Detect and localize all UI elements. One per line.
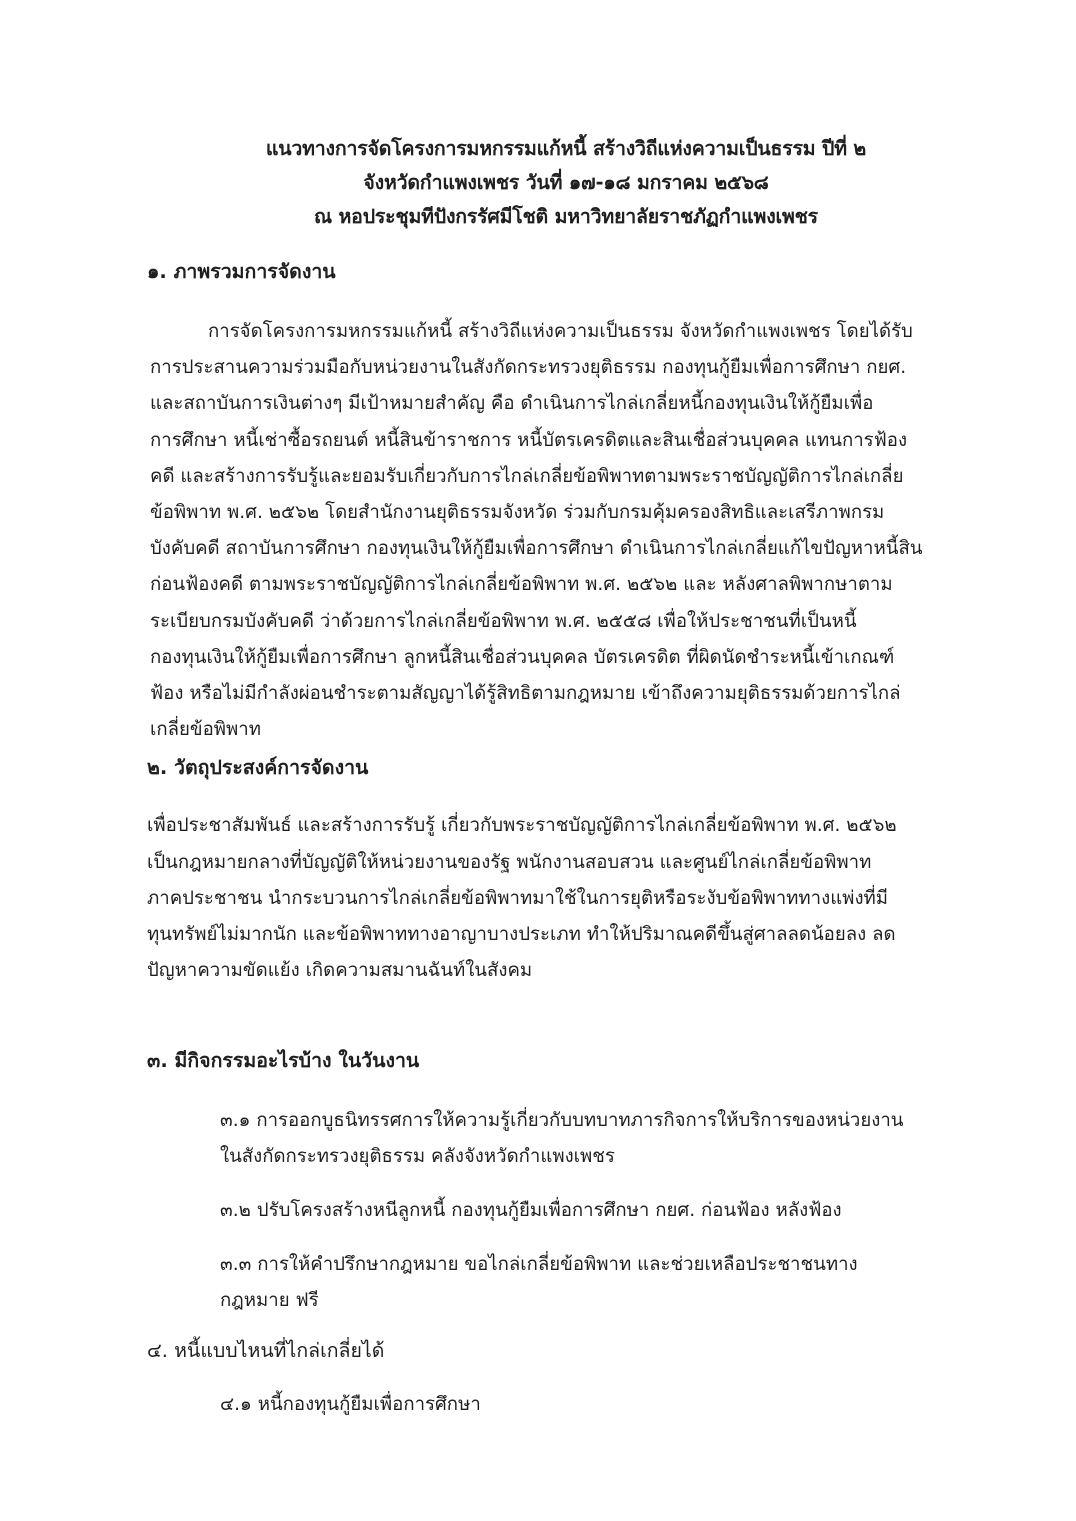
- activity-item-line: ๓.๒ ปรับโครงสร้างหนีลูกหนี้ กองทุนกู้ยืมเพื่อการศึกษา กยศ. ก่อนฟ้อง หลังฟ้อง: [220, 1200, 842, 1222]
- debt-type-item-line: ๔.๑ หนี้กองทุนกู้ยืมเพื่อการศึกษา: [220, 1394, 481, 1416]
- section-2-line: ปัญหาความขัดแย้ง เกิดความสมานฉันท์ในสังคม: [147, 960, 533, 982]
- section-3-heading: ๓. มีกิจกรรมอะไรบ้าง ในวันงาน: [147, 1049, 420, 1073]
- section-1-line: การจัดโครงการมหกรรมแก้หนี้ สร้างวิถีแห่งความเป็นธรรม จังหวัดกำแพงเพชร โดยได้รับ: [208, 321, 913, 342]
- section-2-line: ภาคประชาชน นำกระบวนการไกล่เกลี่ยข้อพิพาทมาใช้ในการยุติหรือระงับข้อพิพาททางแพ่งที่มี: [147, 887, 889, 909]
- activity-item-line: ๓.๑ การออกบูธนิทรรศการให้ความรู้เกี่ยวกับบทบาทภารกิจการให้บริการของหน่วยงาน: [220, 1110, 904, 1132]
- section-1-line-part: และสถาบันการเงินต่างๆ มีเป้าหมายสำคัญ คือ ดำเนินการไกล่เกลี่ยหนี้กองทุนเงินให้กู้ยืมเพื่อ: [150, 393, 874, 415]
- document-title: [152, 0, 980, 234]
- section-2-line: เพื่อประชาสัมพันธ์ และสร้างการรับรู้ เกี่ยวกับพระราชบัญญัติการไกล่เกลี่ยข้อพิพาท พ.ศ. ๒๕๖๒: [147, 815, 897, 837]
- title-line-3: ณ หอประชุมทีปังกรรัศมีโชติ มหาวิทยาลัยราชภัฏกำแพงเพชร: [314, 205, 818, 228]
- section-1-body: [150, 314, 980, 748]
- section-1-line: การศึกษา หนี้เช่าซื้อรถยนต์ หนี้สินข้าราชการ หนี้บัตรเครดิตและสินเชื่อส่วนบุคคล แทนการฟ้อง: [150, 429, 908, 451]
- section-1-line: ฟ้อง หรือไม่มีกำลังผ่อนชำระตามสัญญาได้รู้สิทธิตามกฎหมาย เข้าถึงความยุติธรรมด้วยการไกล่: [150, 683, 901, 705]
- section-1-line: การประสานความร่วมมือกับหน่วยงานในสังกัดกระทรวงยุติธรรม กองทุนกู้ยืมเพื่อการศึกษา กยศ.: [150, 357, 907, 379]
- section-1-line: คดี และสร้างการรับรู้และยอมรับเกี่ยวกับการไกล่เกลี่ยข้อพิพาทตามพระราชบัญญัติการไกล่เกลี่ย: [150, 465, 904, 487]
- section-1-line: ระเบียบกรมบังคับคดี ว่าด้วยการไกล่เกลี่ยข้อพิพาท พ.ศ. ๒๕๕๘ เพื่อให้ประชาชนที่เป็นหนี้: [150, 610, 857, 632]
- section-1-line: ข้อพิพาท พ.ศ. ๒๕๖๒ โดยสำนักงานยุติธรรมจังหวัด ร่วมกับกรมคุ้มครองสิทธิและเสรีภาพกรม: [150, 502, 885, 524]
- section-4-heading: ๔. หนี้แบบไหนที่ไกล่เกลี่ยได้: [147, 1339, 385, 1363]
- section-2-line: ทุนทรัพย์ไม่มากนัก และข้อพิพาททางอาญาบางประเภท ทำให้ปริมาณคดีขึ้นสู่ศาลลดน้อยลง ลด: [147, 924, 896, 946]
- section-1-line: กองทุนเงินให้กู้ยืมเพื่อการศึกษา ลูกหนี้สินเชื่อส่วนบุคคล บัตรเครดิต ที่ผิดนัดชำระหนี้เข้าเกณฑ์: [150, 646, 895, 668]
- section-2-heading: ๒. วัตถุประสงค์การจัดงาน: [147, 756, 369, 780]
- activity-item: [152, 1103, 980, 1175]
- section-1-line: [150, 386, 980, 422]
- activity-item-line: กฎหมาย ฟรี: [220, 1290, 319, 1312]
- section-overview: [147, 254, 980, 748]
- section-objectives: [147, 750, 980, 989]
- section-1-line: บังคับคดี สถาบันการศึกษา กองทุนเงินให้กู้ยืมเพื่อการศึกษา ดำเนินการไกล่เกลี่ยแก้ไขปัญหาหนี้สิน: [150, 538, 923, 560]
- section-2-body: [147, 808, 980, 989]
- section-1-line: ก่อนฟ้องคดี ตามพระราชบัญญัติการไกล่เกลี่ยข้อพิพาท พ.ศ. ๒๕๖๒ และ หลังศาลพิพากษาตาม: [150, 574, 893, 596]
- activity-item: [152, 1247, 980, 1319]
- activity-item: [152, 1193, 980, 1229]
- section-1-line: เกลี่ยข้อพิพาท: [150, 719, 261, 741]
- title-line-2: จังหวัดกำแพงเพชร วันที่ ๑๗-๑๘ มกราคม ๒๕๖๘: [363, 171, 769, 194]
- section-debt-types: [147, 1333, 980, 1423]
- section-2-line: เป็นกฎหมายกลางที่บัญญัติให้หน่วยงานของรัฐ พนักงานสอบสวน และศูนย์ไกล่เกลี่ยข้อพิพาท: [147, 851, 872, 873]
- section-activities: [147, 1043, 980, 1319]
- activity-item-line: ในสังกัดกระทรวงยุติธรรม คลังจังหวัดกำแพงเพชร: [220, 1146, 615, 1168]
- activity-item-line: ๓.๓ การให้คำปรึกษากฎหมาย ขอไกล่เกลี่ยข้อพิพาท และช่วยเหลือประชาชนทาง: [220, 1254, 858, 1276]
- section-1-heading: ๑. ภาพรวมการจัดงาน: [147, 260, 336, 283]
- debt-type-item: [152, 1387, 980, 1423]
- title-line-1: แนวทางการจัดโครงการมหกรรมแก้หนี้ สร้างวิถีแห่งความเป็นธรรม ปีที่ ๒: [265, 137, 867, 160]
